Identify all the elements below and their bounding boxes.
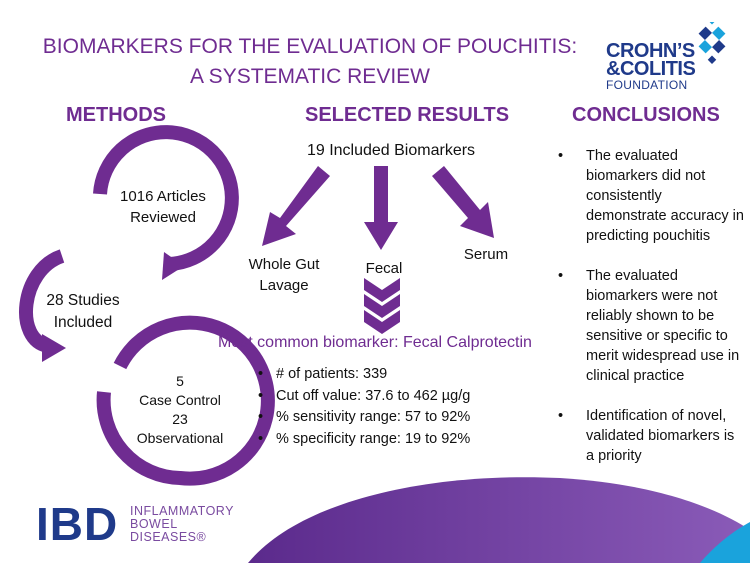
conclusions-heading: CONCLUSIONS (572, 104, 720, 126)
step-1-line-2: Reviewed (130, 209, 196, 226)
list-item: • The evaluated biomarkers were not reliably shown to be sensitive or specific to merit widespread use in clinical practice (556, 266, 746, 386)
calprotectin-stats-list (256, 364, 470, 450)
ccf-logo-line-3: FOUNDATION (606, 78, 688, 92)
most-common-biomarker: Most common biomarker: Fecal Calprotectin (218, 334, 532, 351)
branch-whole-gut-line-1: Whole Gut (248, 256, 320, 273)
list-item: • % sensitivity range: 57 to 92% (256, 407, 470, 429)
branch-serum: Serum (463, 246, 509, 263)
list-item: • Identification of novel, validated biomarkers is a priority (556, 406, 746, 466)
ibd-logo-line-3: DISEASES® (130, 530, 207, 544)
step-3-line-3: 23 (172, 411, 188, 427)
ibd-logo-mark: IBD (36, 498, 119, 550)
selected-results-heading: SELECTED RESULTS (305, 104, 510, 126)
list-item: • # of patients: 339 (256, 364, 470, 386)
list-item: • The evaluated biomarkers did not consistently demonstrate accuracy in predicting pouchitis (556, 146, 746, 246)
list-item: • % specificity range: 19 to 92% (256, 429, 470, 451)
step-3-line-2: Case Control (139, 392, 221, 408)
step-3-line-1: 5 (176, 373, 184, 389)
ibd-logo-line-2: BOWEL (130, 517, 178, 531)
included-biomarkers-label: 19 Included Biomarkers (306, 142, 476, 159)
branch-whole-gut-line-2: Lavage (259, 277, 309, 294)
ibd-logo-text (130, 505, 270, 544)
title-line-2: A SYSTEMATIC REVIEW (190, 65, 430, 88)
ccf-logo-line-1: CROHN’S (606, 40, 695, 62)
arrow-serum (432, 166, 494, 238)
ibd-logo-line-1: INFLAMMATORY (130, 504, 234, 518)
ccf-logo-line-2: &COLITIS (606, 58, 696, 80)
step-1-line-1: 1016 Articles (120, 188, 206, 205)
step-2-line-1: 28 Studies (46, 292, 120, 309)
branch-whole-gut-lavage (232, 254, 336, 296)
methods-heading: METHODS (66, 104, 166, 126)
list-item: • Cut off value: 37.6 to 462 µg/g (256, 386, 470, 408)
step-2-line-2: Included (53, 314, 113, 331)
arrow-fecal (364, 166, 398, 250)
arrow-whole-gut (262, 166, 330, 246)
conclusions-list (556, 146, 746, 486)
title-line-1: BIOMARKERS FOR THE EVALUATION OF POUCHITIS: (42, 35, 578, 58)
branch-fecal: Fecal (365, 260, 403, 277)
step-3-line-4: Observational (136, 430, 224, 446)
